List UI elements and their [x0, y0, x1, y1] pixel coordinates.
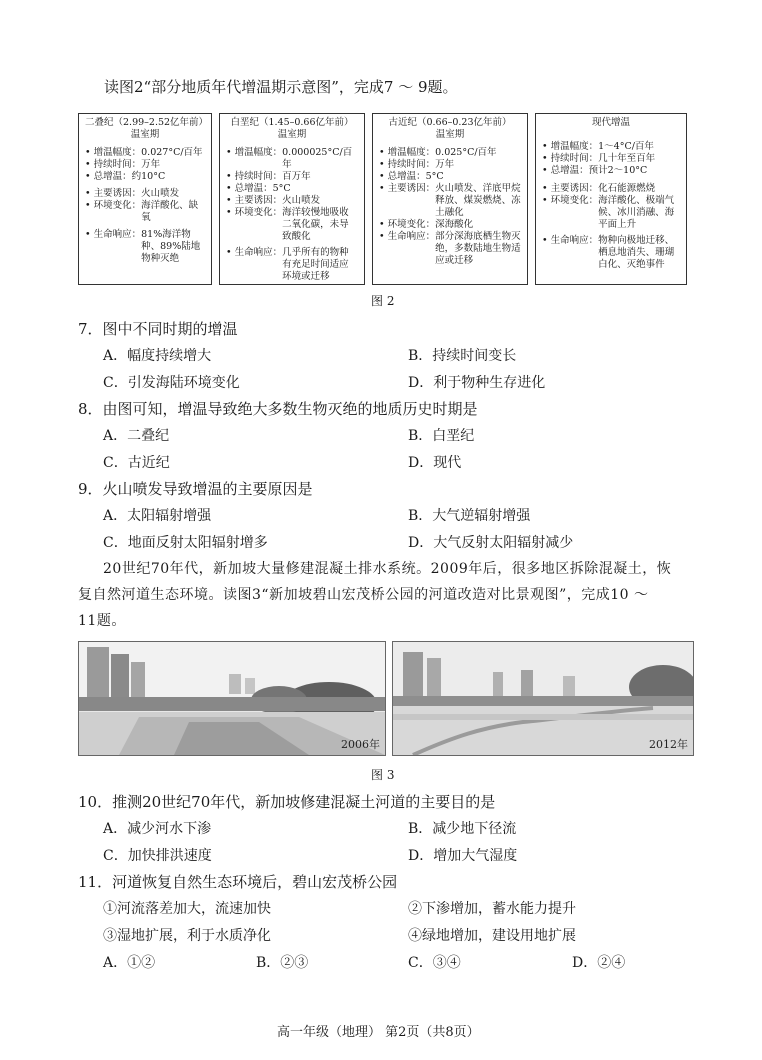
question-9-stem: 9．火山喷发导致增温的主要原因是 — [78, 480, 313, 498]
page-footer: 高一年级（地理） 第2页（共8页） — [277, 1025, 480, 1040]
panel-row: • 环境变化： 深海酸化 — [379, 219, 474, 230]
panel-row: • 环境变化： 海洋较慢地吸收二氧化碳，未导致酸化 — [226, 207, 349, 242]
question-7-option-a: A．幅度持续增大 — [103, 348, 212, 364]
panel-row: • 生命响应： 81%海洋物种、89%陆地物种灭绝 — [85, 229, 201, 264]
panel-row: • 主要诱因： 化石能源燃烧 — [542, 183, 656, 194]
question-11-statement-1: ①河流落差加大，流速加快 — [103, 901, 271, 917]
panel-modern — [535, 113, 687, 285]
panel-row: • 主要诱因： 火山喷发 — [226, 195, 321, 206]
question-9-option-d: D．大气反射太阳辐射减少 — [408, 535, 574, 551]
panel-row: • 总增温： 5°C — [226, 183, 291, 194]
question-11-option-c: C．③④ — [408, 955, 461, 971]
panel-row: • 主要诱因： 火山喷发、洋底甲烷释放、煤炭燃烧、冻土融化 — [379, 183, 521, 218]
question-7-option-b: B．持续时间变长 — [408, 348, 517, 364]
question-10-stem: 10．推测20世纪70年代，新加坡修建混凝土河道的主要目的是 — [78, 793, 496, 811]
question-8-option-c: C．古近纪 — [103, 455, 170, 471]
material-paragraph-line-2: 复自然河道生态环境。读图3“新加坡碧山宏茂桥公园的河道改造对比景观图”，完成10 ～ — [78, 587, 649, 603]
panel-row: • 增温幅度： 0.025°C/百年 — [379, 147, 497, 158]
panel-row: • 持续时间： 几十年至百年 — [542, 153, 656, 164]
panel-header: 二叠纪（2.99–2.52亿年前） 温室期 — [85, 117, 209, 140]
panel-paleogene — [372, 113, 528, 285]
photo-year-2006: 2006年 — [341, 738, 380, 751]
panel-row: • 增温幅度： 0.000025°C/百年 — [226, 147, 353, 170]
figure-3-caption: 图 3 — [371, 768, 395, 782]
question-11-option-b: B．②③ — [256, 955, 309, 971]
panel-header: 现代增温 — [591, 117, 630, 128]
question-7-option-c: C．引发海陆环境变化 — [103, 375, 240, 391]
panel-permian — [78, 113, 212, 285]
panel-row: • 持续时间： 百万年 — [226, 171, 311, 182]
question-10-option-b: B．减少地下径流 — [408, 821, 517, 837]
question-11-option-a: A．①② — [103, 955, 156, 971]
question-10-option-c: C．加快排洪速度 — [103, 848, 212, 864]
panel-row: • 持续时间： 万年 — [85, 159, 161, 170]
panel-cretaceous — [219, 113, 365, 285]
photo-year-2012: 2012年 — [649, 738, 688, 751]
question-8-option-b: B．白垩纪 — [408, 428, 475, 444]
panel-row: • 持续时间： 万年 — [379, 159, 455, 170]
photo-concrete-channel-2006 — [78, 641, 386, 756]
panel-header: 古近纪（0.66–0.23亿年前） 温室期 — [388, 117, 512, 140]
material-paragraph-line-3: 11题。 — [78, 613, 126, 629]
material-paragraph-line-1: 20世纪70年代，新加坡大量修建混凝土排水系统。2009年后，很多地区拆除混凝土，恢 — [103, 561, 672, 577]
panel-row: • 主要诱因： 火山喷发 — [85, 188, 180, 199]
panel-row: • 生命响应： 几乎所有的物种有充足时间适应环境或迁移 — [226, 247, 349, 282]
question-11-statement-2: ②下渗增加，蓄水能力提升 — [408, 901, 576, 917]
question-9-option-a: A．太阳辐射增强 — [103, 508, 212, 524]
intro-text: 读图2“部分地质年代增温期示意图”，完成7 ～ 9题。 — [104, 78, 458, 96]
question-10-option-a: A．减少河水下渗 — [103, 821, 212, 837]
panel-row: • 总增温： 预计2～10°C — [542, 165, 648, 176]
panel-row: • 增温幅度： 1～4°C/百年 — [542, 141, 654, 152]
question-10-option-d: D．增加大气湿度 — [408, 848, 518, 864]
question-11-option-d: D．②④ — [572, 955, 626, 971]
panel-header: 白垩纪（1.45–0.66亿年前） 温室期 — [230, 117, 354, 140]
question-8-option-d: D．现代 — [408, 455, 462, 471]
panel-row: • 生命响应： 物种向极地迁移、栖息地消失、珊瑚白化、灭绝事件 — [542, 235, 675, 270]
question-11-stem: 11．河道恢复自然生态环境后，碧山宏茂桥公园 — [78, 873, 398, 891]
question-7-stem: 7．图中不同时期的增温 — [78, 320, 238, 338]
question-9-option-c: C．地面反射太阳辐射增多 — [103, 535, 268, 551]
panel-row: • 环境变化： 海洋酸化、缺氧 — [85, 200, 199, 223]
question-7-option-d: D．利于物种生存进化 — [408, 375, 546, 391]
panel-row: • 生命响应： 部分深海底栖生物灭绝，多数陆地生物适应或迁移 — [379, 231, 521, 266]
figure-2-caption: 图 2 — [371, 294, 395, 308]
question-11-statement-4: ④绿地增加，建设用地扩展 — [408, 928, 576, 944]
question-8-stem: 8．由图可知，增温导致绝大多数生物灭绝的地质历史时期是 — [78, 400, 478, 418]
panel-row: • 增温幅度： 0.027°C/百年 — [85, 147, 203, 158]
question-8-option-a: A．二叠纪 — [103, 428, 170, 444]
photo-natural-river-2012 — [392, 641, 694, 756]
question-9-option-b: B．大气逆辐射增强 — [408, 508, 531, 524]
panel-row: • 总增温： 约10°C — [85, 171, 166, 182]
question-11-statement-3: ③湿地扩展，利于水质净化 — [103, 928, 271, 944]
panel-row: • 环境变化： 海洋酸化、极端气候、冰川消融、海平面上升 — [542, 195, 675, 230]
panel-row: • 总增温： 5°C — [379, 171, 444, 182]
